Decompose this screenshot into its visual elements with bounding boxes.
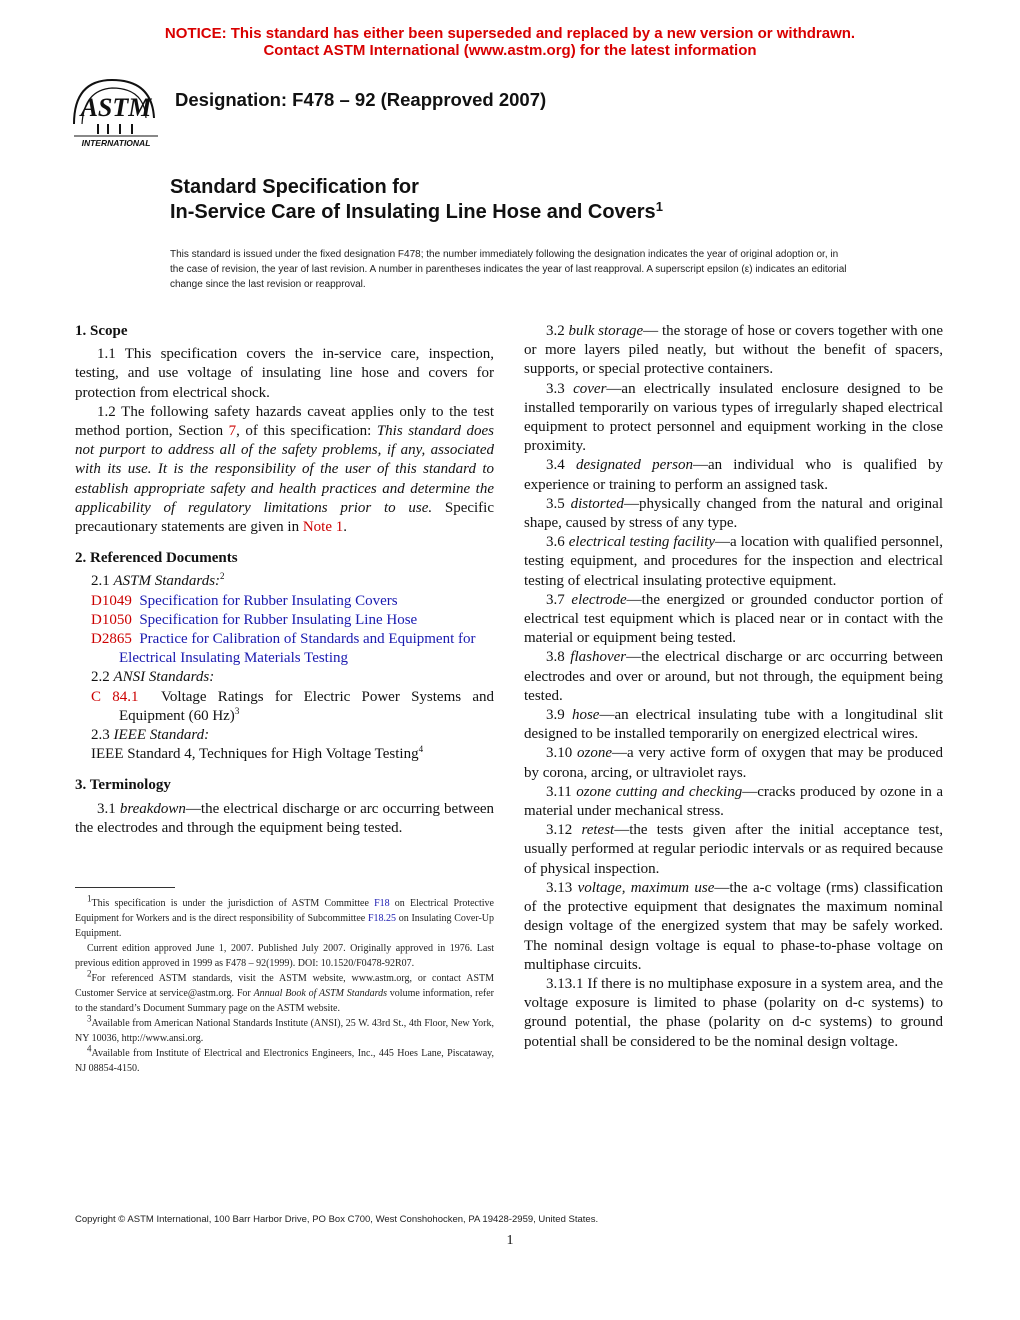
term-3-13-1: 3.13.1 If there is no multiphase exposure in a system area, and the voltage exposure is limited to phase (polarity on d-c systems) to ground potential, the phase (polarity on d-c systems) to ground potential shall be considered to be the nominal design voltage. [524, 975, 943, 1050]
term-3-10: 3.10 ozone—a very active form of oxygen that may be produced by corona, arcing, or ultraviolet rays. [524, 745, 944, 781]
ieee-standard-label: 2.3 IEEE Standard: [91, 727, 210, 744]
term-3-6: 3.6 electrical testing facility—a location with qualified personnel, testing equipment, and procedures for the inspection and electrical testing of electrical insulating protective equipment. [524, 534, 944, 589]
term-3-2: 3.2 bulk storage— the storage of hose or covers together with one or more layers piled neatly, but without the benefit of spacers, supports, or special protective containers. [524, 323, 944, 378]
subcommittee-f18-25-link[interactable]: F18.25 [367, 913, 397, 924]
ref-d2865-title[interactable]: Practice for Calibration of Standards and Equipment for Electrical Insulating Materials Testing [119, 631, 476, 667]
note-1-link[interactable]: Note 1 [302, 519, 344, 536]
logo-letters: ASTM [80, 93, 152, 122]
footnote-1: $^1$This specification is under the jurisdiction of ASTM Committee F18 on Electrical Protective Equipment for Workers and is the direct responsibility of Subcommittee F18.25 on Insulating Cover-Up Equipment. [75, 893, 494, 939]
ref-d1050[interactable] [75, 611, 494, 630]
scope-1-1: 1.1 This specification covers the in-service care, inspection, testing, and use voltage of insulating line hose and covers for protection from electrical shock. [75, 346, 494, 401]
designation: Designation: F478 – 92 (Reapproved 2007) [175, 89, 547, 110]
ref-d2865-code[interactable]: D2865 [91, 631, 132, 648]
footnote-2: $^2$For referenced ASTM standards, visit the ASTM website, www.astm.org, or contact ASTM Customer Service at service@astm.org. For Annual Book of ASTM Standards volume information, refer to the standard’s Document Summary page on the ASTM website. [75, 968, 494, 1014]
document-title [170, 175, 663, 225]
astm-logo [68, 72, 164, 152]
logo-text: INTERNATIONAL [81, 138, 151, 148]
page-number: 1 [506, 1233, 514, 1248]
term-3-13: 3.13 voltage, maximum use—the a-c voltage (rms) classification of the protective equipment that designates the maximum nominal design voltage of the energized system that may be safely worked. The nominal design voltage is equal to phase-to-phase voltage on multiphase circuits. [524, 879, 944, 973]
term-3-1: 3.1 breakdown—the electrical discharge or arc occurring between the electrodes and through the equipment being tested. [75, 800, 495, 836]
title-line-2: In-Service Care of Insulating Line Hose and Covers$^1$ [170, 199, 663, 223]
footnote-4: $^4$Available from Institute of Electrical and Electronics Engineers, Inc., 445 Hoes Lane, Piscataway, NJ 08854-4150. [75, 1043, 494, 1074]
term-3-3: 3.3 cover—an electrically insulated enclosure designed to be installed temporarily on various types of irregularly shaped electrical equipment to protect personnel and equipment working in the close proximity. [524, 380, 943, 455]
term-3-8: 3.8 flashover—the electrical discharge or arc occurring between electrodes and over or around, but not through, the equipment being tested. [524, 649, 944, 704]
section-2-heading: 2. Referenced Documents [75, 550, 238, 567]
committee-f18-link[interactable]: F18 [374, 898, 390, 909]
right-column [524, 322, 943, 1052]
ref-d1049-code[interactable]: D1049 [91, 592, 132, 609]
ref-d1050-title[interactable]: Specification for Rubber Insulating Line Hose [139, 611, 418, 628]
astm-standards-label: 2.1 ASTM Standards:$^2$ [91, 571, 225, 590]
notice-line-2: Contact ASTM International (www.astm.org) for the latest information [263, 42, 757, 59]
section-1-heading: 1. Scope [75, 323, 128, 339]
ref-c84-1-code[interactable]: C 84.1 [91, 688, 139, 705]
ref-d1049-title[interactable]: Specification for Rubber Insulating Covers [139, 592, 398, 609]
ref-d1050-code[interactable]: D1050 [91, 611, 132, 628]
astm-logo-mark [68, 72, 164, 152]
section-3-heading: 3. Terminology [75, 777, 171, 794]
copyright-line: Copyright © ASTM International, 100 Barr Harbor Drive, PO Box C700, West Conshohocken, PA 19428-2959, United States. [75, 1214, 599, 1225]
ansi-standards-label: 2.2 ANSI Standards: [91, 669, 215, 686]
footnote-rule [75, 887, 175, 888]
left-column [75, 322, 494, 838]
footnote-1-edition: Current edition approved June 1, 2007. Published July 2007. Originally approved in 1976. Last previous edition approved in 1999 as F478 – 92(1999). DOI: 10.1520/F0478-92R07. [75, 943, 494, 969]
term-3-4: 3.4 designated person—an individual who is qualified by experience or training to perform an assigned task. [524, 457, 944, 493]
superseded-notice [0, 25, 1020, 59]
title-line-1: Standard Specification for [170, 176, 419, 198]
term-3-9: 3.9 hose—an electrical insulating tube with a longitudinal slit designed to be installed temporarily on energized electrical wires. [524, 707, 943, 743]
ref-ieee-4: IEEE Standard 4, Techniques for High Voltage Testing$^4$ [91, 744, 424, 763]
term-3-7: 3.7 electrode—the energized or grounded conductor portion of electrical test equipment which is placed near or in contact with the material or equipment being tested. [524, 591, 943, 647]
scope-1-2: 1.2 The following safety hazards caveat applies only to the test method portion, Section 7, of this specification: This standard does not purport to address all of the safety problems, if any, associated with its use. It is the responsibility of the user of this standard to establish appropriate safety and health practices and determine the applicability of regulatory limitations prior to use. Specific precautionary statements are given in Note 1. [75, 403, 494, 536]
footnote-3: $^3$Available from American National Standards Institute (ANSI), 25 W. 43rd St., 4th Floor, New York, NY 10036, http://www.ansi.org. [75, 1013, 494, 1044]
ref-c84-1[interactable]: C 84.1 Voltage Ratings for Electric Power Systems and Equipment (60 Hz)$^3$ [91, 688, 494, 724]
notice-line-1: NOTICE: This standard has either been superseded and replaced by a new version or withdrawn. [164, 25, 856, 42]
term-3-5: 3.5 distorted—physically changed from the natural and original shape, caused by stress of any type. [524, 495, 944, 532]
footnotes [75, 893, 494, 1076]
term-3-12: 3.12 retest—the tests given after the initial acceptance test, usually performed at regular periodic intervals or as required because of physical inspection. [524, 822, 943, 877]
title-footnote-mark: 1 [655, 199, 663, 214]
term-3-11: 3.11 ozone cutting and checking—cracks produced by ozone in a material under mechanical stress. [524, 783, 943, 820]
ref-d2865[interactable] [75, 630, 494, 668]
issued-note: This standard is issued under the fixed designation F478; the number immediately following the designation indicates the year of original adoption or, in the case of revision, the year of last revision. A number in parentheses indicates the year of last reapproval. A superscript epsilon (ε) indicates an editorial change since the last revision or reapproval. [170, 249, 847, 290]
ref-d1049[interactable] [75, 592, 494, 611]
section-7-link[interactable]: 7 [228, 423, 237, 440]
